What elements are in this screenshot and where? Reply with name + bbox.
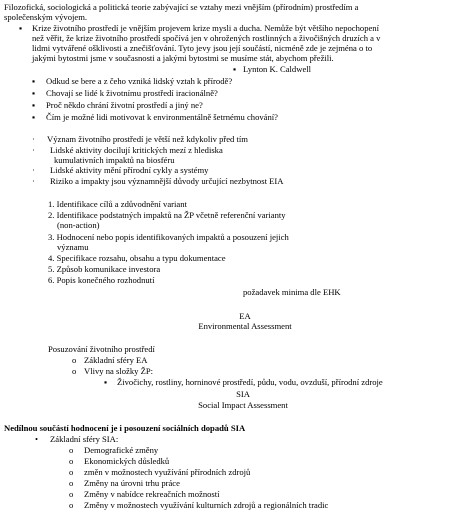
square-bullet-icon: ▪ <box>32 100 36 110</box>
sia-sphere-item: Změny na úrovni trhu práce <box>84 478 180 488</box>
quote-line-2: než věřit, že krize životního prostředí spočívá jen v ohrožených rostlinných a živočišných druzích a v <box>32 33 381 43</box>
reason-item: Lidské aktivity docilují kritických mezí z hlediska <box>50 145 223 155</box>
sia-abbreviation: SIA <box>236 389 250 399</box>
requirement-note: požadavek minima dle EHK <box>243 287 341 297</box>
sia-sphere-item: Demografické změny <box>84 445 159 455</box>
quote-line-4: jakými bytostmi jsme v současnosti a jakými bytostmi se musíme stát, abychom přežili. <box>32 53 334 63</box>
circle-bullet-icon: o <box>69 445 74 455</box>
circle-bullet-icon: o <box>69 478 74 488</box>
circle-bullet-icon: o <box>72 366 77 376</box>
quote-line-3: lidmi vytvářené ošklivosti a znečišťování. Tyto jevy jsou její součástí, nicméně zde je zejména o to <box>32 43 373 53</box>
sia-sphere-item: Změny v nabídce rekreačních možností <box>84 489 220 499</box>
question-item: Proč někdo chrání životní prostředí a jiný ne? <box>46 100 203 110</box>
step-item-continued: významu <box>57 242 89 252</box>
circle-bullet-icon: o <box>69 500 74 510</box>
ea-full-name: Environmental Assessment <box>198 321 292 331</box>
circle-bullet-icon: o <box>69 489 74 499</box>
question-item: Čím je možné lidi motivovat k environmentálně šetrnému chování? <box>46 112 278 122</box>
step-item: 2. Identifikace podstatných impaktů na ŽP včetně referenční varianty <box>48 210 286 220</box>
intro-line-1: Filozofická, sociologická a politická teorie zabývající se vztahy mezi vnějším (přírodním) prostředím a <box>4 2 359 12</box>
assessment-item: Vlivy na složky ŽP: <box>84 366 153 376</box>
dot-bullet-icon: · <box>32 134 35 144</box>
reason-item-continued: kumulativních impaktů na biosféru <box>54 155 175 165</box>
reason-item: Riziko a impakty jsou významnější důvody určující nezbytnost EIA <box>50 176 284 186</box>
square-bullet-icon: ▪ <box>32 88 36 98</box>
intro-line-2: společenským vývojem. <box>4 12 88 22</box>
ea-abbreviation: EA <box>239 311 251 321</box>
dot-bullet-icon: · <box>32 165 35 175</box>
reason-item: Lidské aktivity mění přírodní cykly a systémy <box>50 165 209 175</box>
sia-sphere-item: změn v možnostech využívání přírodních zdrojů <box>84 467 251 477</box>
square-bullet-icon: ▪ <box>32 112 36 122</box>
square-bullet-icon: ▪ <box>104 377 108 387</box>
assessment-sub-item: Živočichy, rostliny, horninové prostředí, půdu, vodu, ovzduší, přírodní zdroje <box>117 377 383 387</box>
square-bullet-icon: ▪ <box>233 64 237 74</box>
quote-author: Lynton K. Caldwell <box>243 64 312 74</box>
dot-bullet-icon: · <box>32 176 35 186</box>
step-item: 6. Popis konečného rozhodnutí <box>48 275 155 285</box>
circle-bullet-icon: o <box>69 467 74 477</box>
square-bullet-icon: ▪ <box>32 76 36 86</box>
step-item: 3. Hodnocení nebo popis identifikovaných impaktů a posouzení jejich <box>48 232 289 242</box>
circle-bullet-icon: o <box>69 456 74 466</box>
dot-bullet-icon: · <box>32 145 35 155</box>
sia-spheres-label: Základní sféry SIA: <box>50 434 119 444</box>
step-item: 4. Specifikace rozsahu, obsahu a typu dokumentace <box>48 253 226 263</box>
question-item: Odkud se bere a z čeho vzniká lidský vztah k přírodě? <box>46 76 233 86</box>
circle-bullet-icon: o <box>72 355 77 365</box>
sia-full-name: Social Impact Assessment <box>198 400 288 410</box>
sia-heading: Nedílnou součástí hodnocení je i posouzení sociálních dopadů SIA <box>4 423 246 433</box>
step-item: 5. Způsob komunikace investora <box>48 264 161 274</box>
sia-sphere-item: Ekonomických důsledků <box>84 456 170 466</box>
step-item: 1. Identifikace cílů a zdůvodnění variant <box>48 199 187 209</box>
step-item-continued: (non-action) <box>57 220 100 230</box>
reason-item: Význam životního prostředí je větší než kdykoliv před tím <box>47 134 248 144</box>
bullet-icon: • <box>35 434 39 444</box>
assessment-item: Základní sféry EA <box>84 355 148 365</box>
question-item: Chovají se lidé k životnímu prostředí iracionálně? <box>46 88 218 98</box>
quote-line-1: Krize životního prostředí je vnějším projevem krize mysli a ducha. Nemůže být většího nepochopení <box>32 23 379 33</box>
assessment-title: Posuzování životního prostředí <box>48 344 155 354</box>
sia-sphere-item: Změny v možnostech využívání kulturních zdrojů a regionálních tradic <box>84 500 329 510</box>
square-bullet-icon: ▪ <box>19 23 23 33</box>
